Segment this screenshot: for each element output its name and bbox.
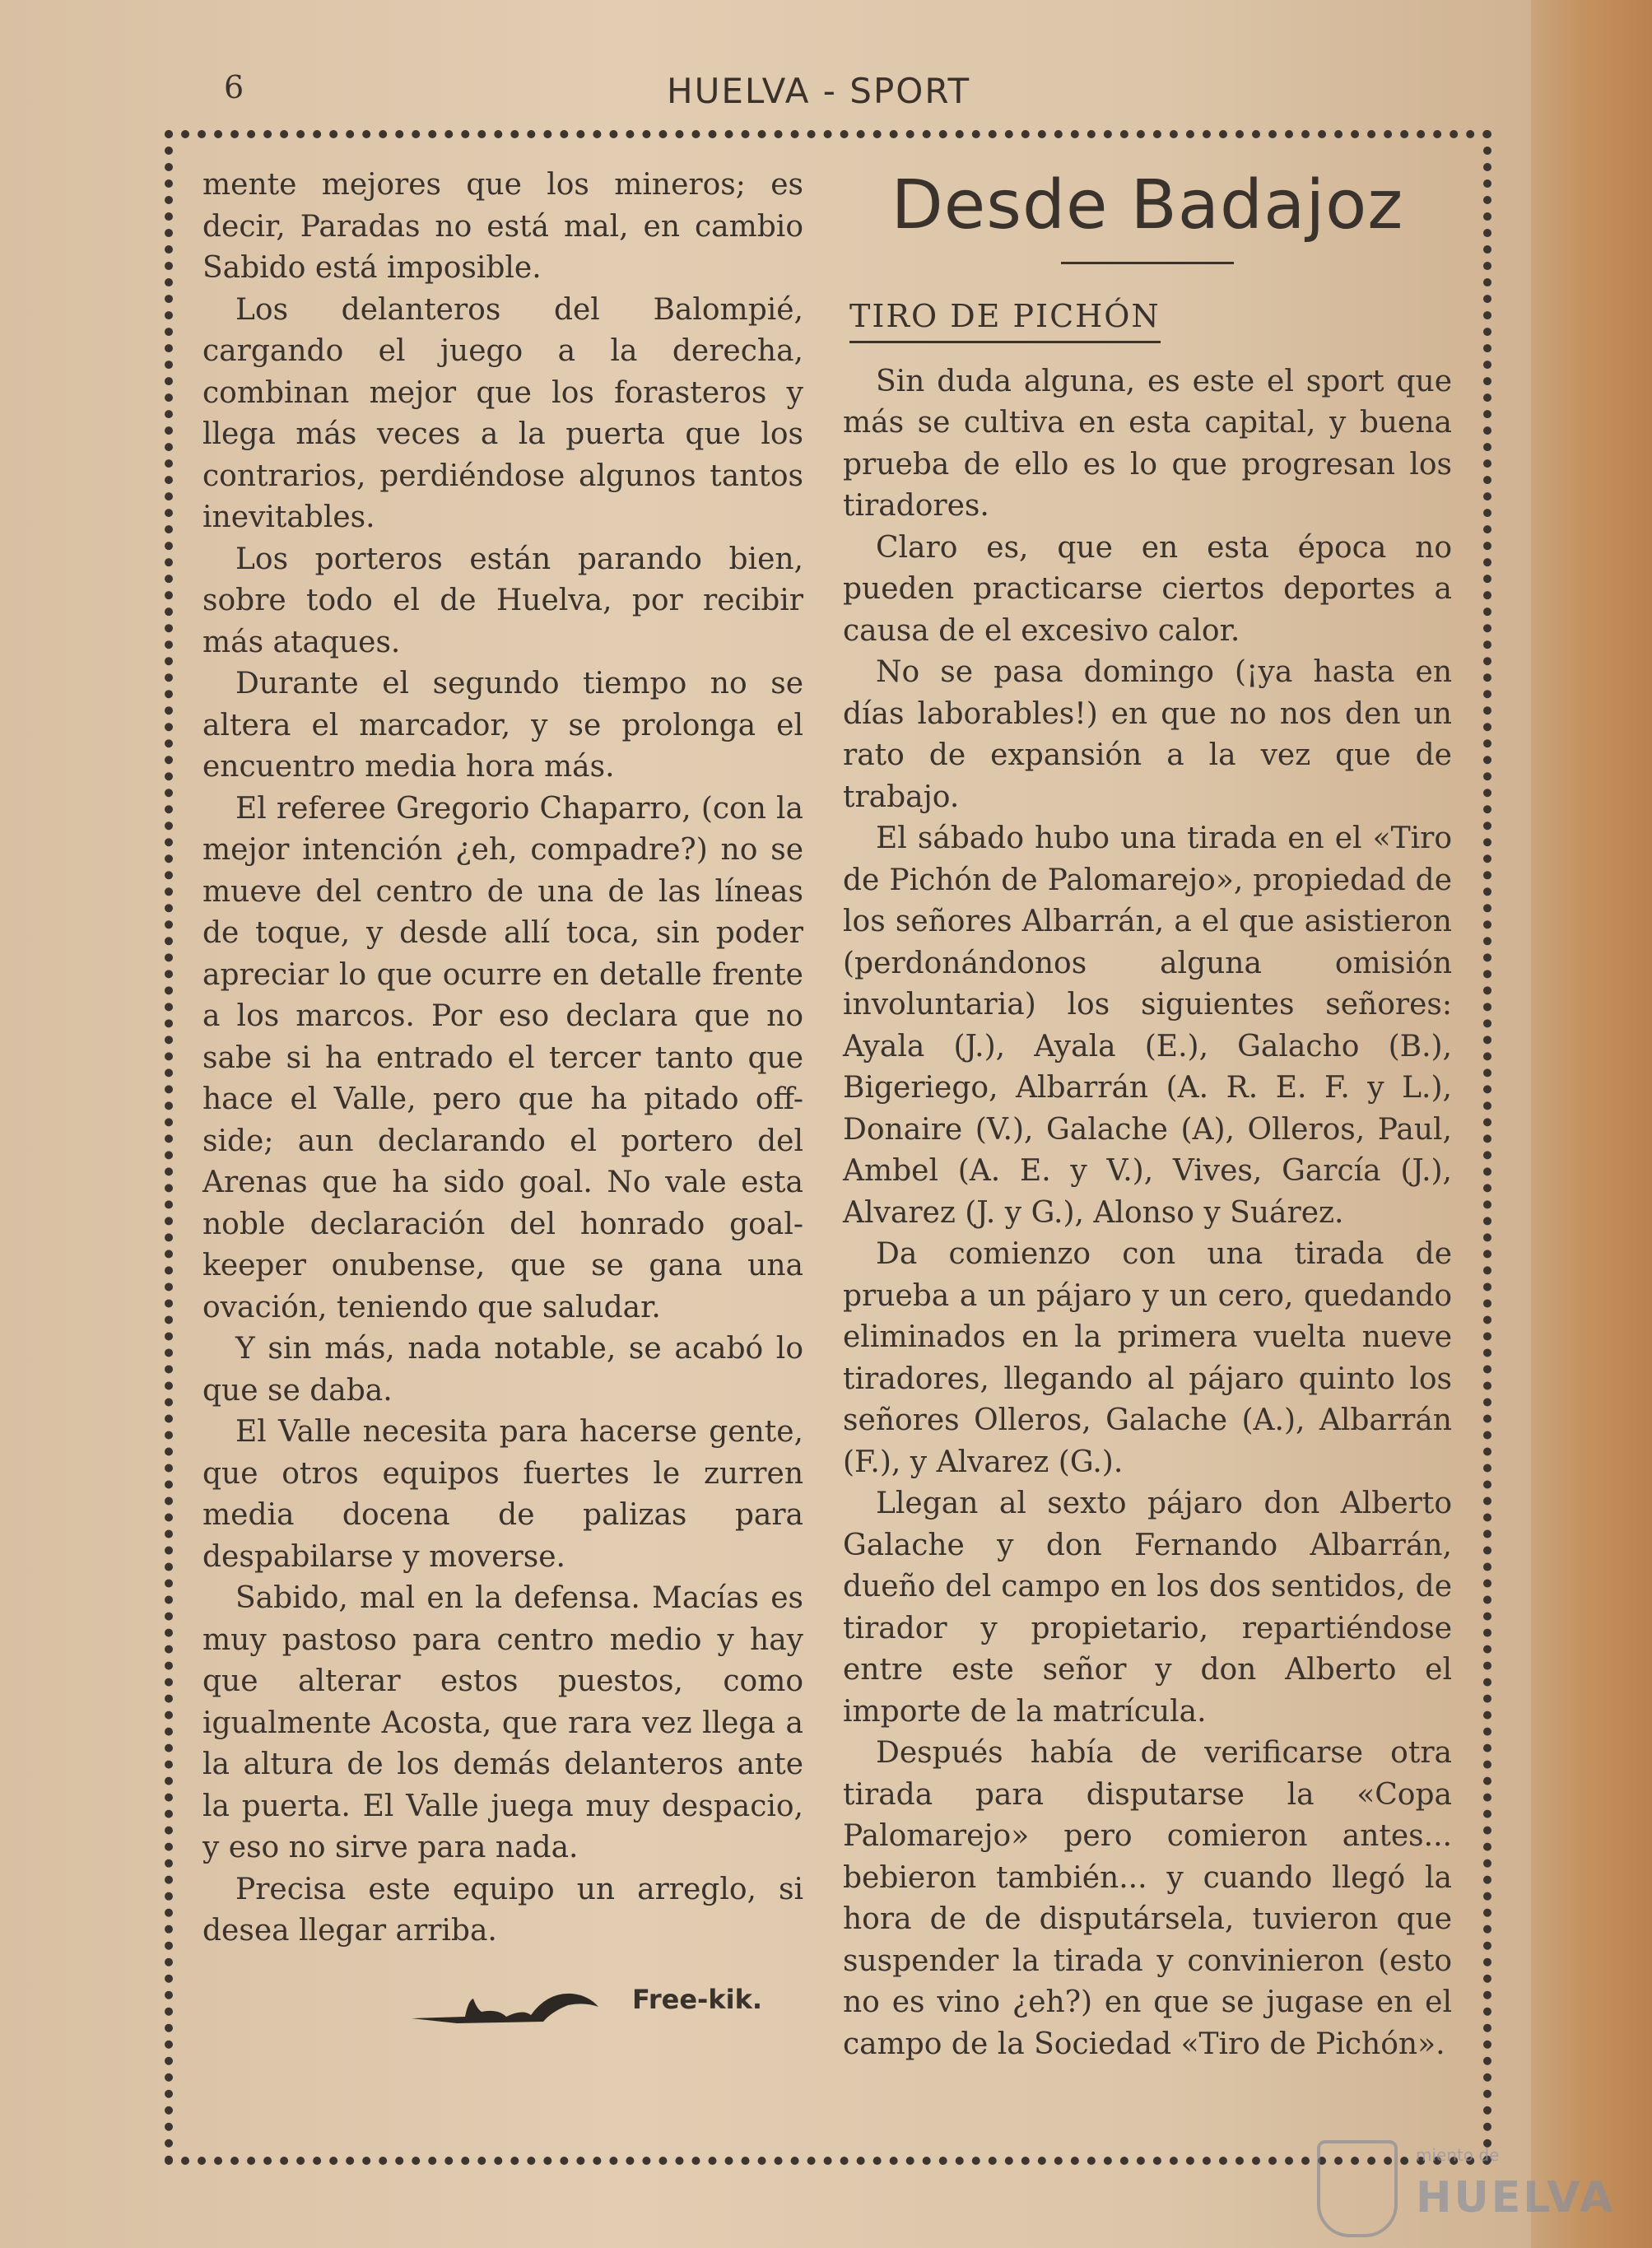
paragraph: El sábado hubo una tirada en el «Tiro de Pichón de Palomarejo», propiedad de los señores Albarrán, a el que asistieron (perdonándonos alguna omisión involuntaria) los siguientes señores: Ayala (J.), Ayala (E.), Galacho (B.), Bigeriego, Albarrán (A. R. E. F. y L.), Donaire (V.), Galache (A), Olleros, Paul, Ambel (A. E. y V.), Vives, García (J.), Alvarez (J. y G.), Alonso y Suárez. bbox=[843, 821, 1452, 1230]
watermark-small-text: miento de bbox=[1416, 2145, 1500, 2165]
running-head: HUELVA - SPORT bbox=[667, 71, 971, 111]
paragraph: Llegan al sexto pájaro don Alberto Galache y don Fernando Albarrán, dueño del campo en los dos sentidos, de tirador y propietario, repartiéndose entre este señor y don Alberto el importe de la matrícula. bbox=[843, 1487, 1452, 1729]
article-subtitle: TIRO DE PICHÓN bbox=[849, 296, 1161, 343]
page-header bbox=[0, 66, 1547, 115]
paragraph: El referee Gregorio Chaparro, (con la mejor intención ¿eh, compadre?) no se mueve del centro de una de las líneas de toque, y desde allí toca, sin poder apreciar lo que ocurre en detalle frente a los marcos. Por eso declara que no sabe si ha entrado el tercer tanto que hace el Valle, pero que ha pitado off-side; aun declarando el portero del Arenas que ha sido goal. No vale esta noble declaración del honrado goal-keeper onubense, que se gana una ovación, teniendo que saludar. bbox=[202, 791, 803, 1324]
page-number: 6 bbox=[224, 69, 244, 105]
paragraph: Da comienzo con una tirada de prueba a un pájaro y un cero, quedando eliminados en la primera vuelta nueve tiradores, llegando al pájaro quinto los señores Olleros, Galache (A.), Albarrán (F.), y Alvarez (G.). bbox=[843, 1237, 1452, 1479]
paragraph: Los porteros están parando bien, sobre todo el de Huelva, por recibir más ataques. bbox=[202, 542, 803, 659]
archive-watermark bbox=[1317, 2140, 1616, 2239]
paragraph: Los delanteros del Balompié, cargando el juego a la derecha, combinan mejor que los forasteros y llega más veces a la puerta que los contrarios, perdiéndose algunos tantos inevitables. bbox=[202, 292, 803, 534]
paragraph: Claro es, que en esta época no pueden practicarse ciertos deportes a causa de el excesivo calor. bbox=[843, 530, 1452, 648]
paragraph: Después había de verificarse otra tirada para disputarse la «Copa Palomarejo» pero comieron antes... bebieron también... y cuando llegó la hora de de disputársela, tuvieron que suspender la tirada y convinieron (esto no es vino ¿eh?) en que se jugase en el campo de la Sociedad «Tiro de Pichón». bbox=[843, 1736, 1452, 2061]
coat-of-arms-icon bbox=[1317, 2140, 1398, 2237]
paragraph: mente mejores que los mineros; es decir, Paradas no está mal, en cambio Sabido está imposible. bbox=[202, 168, 803, 285]
paragraph: Sin duda alguna, es este el sport que más se cultiva en esta capital, y buena prueba de ello es lo que progresan los tiradores. bbox=[843, 364, 1452, 523]
right-column bbox=[843, 165, 1452, 2065]
article-title: Desde Badajoz bbox=[891, 166, 1404, 244]
page-edge bbox=[1531, 0, 1652, 2248]
left-column bbox=[202, 165, 803, 2020]
decorative-ornament bbox=[407, 1984, 605, 2033]
author-signature: Free-kik. bbox=[632, 1983, 762, 2015]
title-rule bbox=[1061, 262, 1234, 264]
paragraph: No se pasa domingo (¡ya hasta en días laborables!) en que no nos den un rato de expansión a la vez que de trabajo. bbox=[843, 655, 1452, 814]
paragraph: Durante el segundo tiempo no se altera el marcador, y se prolonga el encuentro media hora más. bbox=[202, 667, 803, 784]
paragraph: Y sin más, nada notable, se acabó lo que se daba. bbox=[202, 1332, 803, 1408]
watermark-big-text: HUELVA bbox=[1416, 2173, 1616, 2222]
paragraph: Precisa este equipo un arreglo, si desea llegar arriba. bbox=[202, 1872, 803, 1948]
paragraph: El Valle necesita para hacerse gente, que otros equipos fuertes le zurren media docena de palizas para despabilarse y moverse. bbox=[202, 1415, 803, 1574]
paragraph: Sabido, mal en la defensa. Macías es muy pastoso para centro medio y hay que alterar estos puestos, como igualmente Acosta, que rara vez llega a la altura de los demás delanteros ante la puerta. El Valle juega muy despacio, y eso no sirve para nada. bbox=[202, 1581, 803, 1864]
